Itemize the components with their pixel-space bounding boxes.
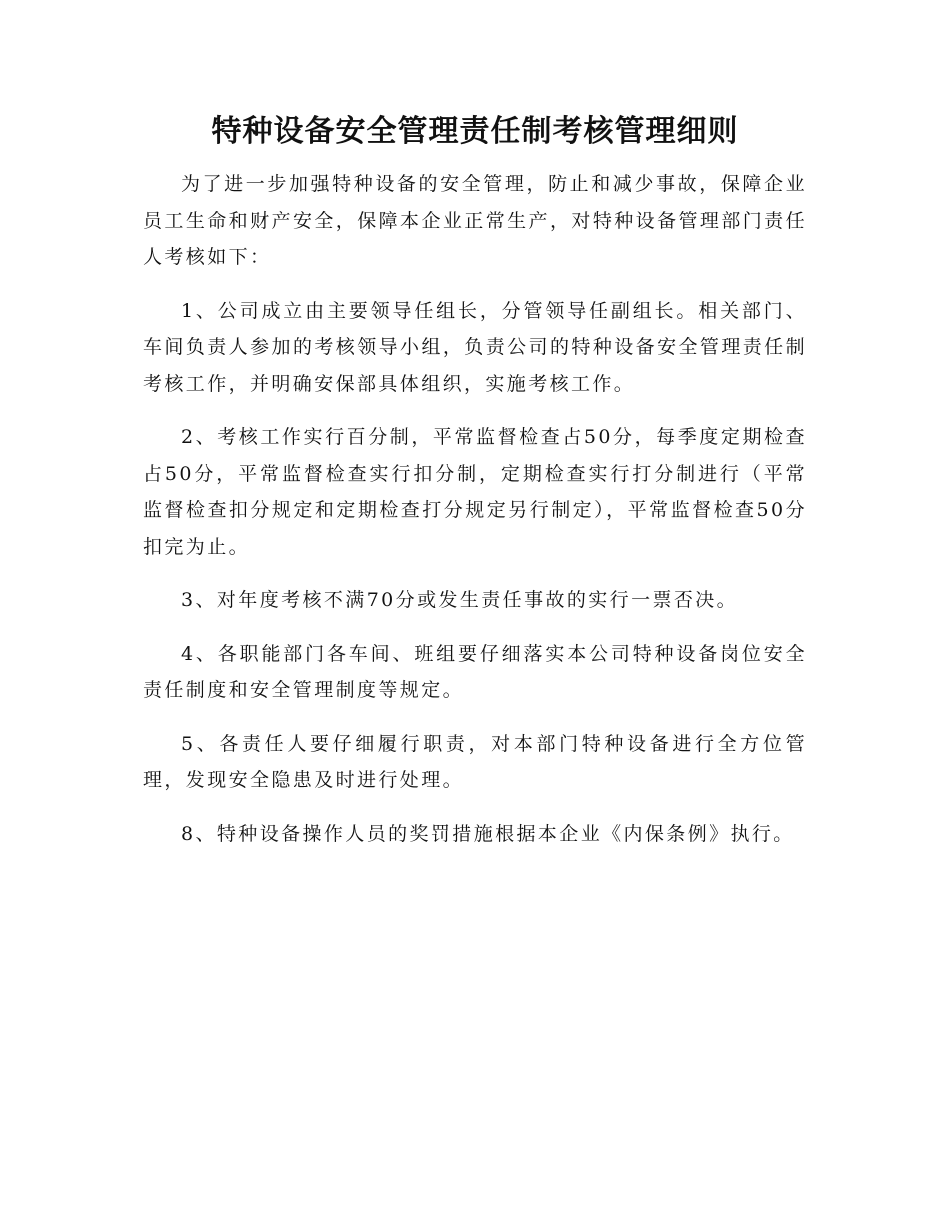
clause-5-paragraph: 5、各责任人要仔细履行职责，对本部门特种设备进行全方位管理，发现安全隐患及时进行处理。 — [143, 732, 807, 791]
clause-4-paragraph: 4、各职能部门各车间、班组要仔细落实本公司特种设备岗位安全责任制度和安全管理制度等规定。 — [143, 642, 807, 701]
clause-8-paragraph: 8、特种设备操作人员的奖罚措施根据本企业《内保条例》执行。 — [181, 822, 795, 845]
clause-3-paragraph: 3、对年度考核不满70分或发生责任事故的实行一票否决。 — [181, 589, 739, 611]
document-body — [143, 166, 807, 869]
clause-1-paragraph: 1、公司成立由主要领导任组长，分管领导任副组长。相关部门、车间负责人参加的考核领导小组，负责公司的特种设备安全管理责任制考核工作，并明确安保部具体组织，实施考核工作。 — [143, 299, 807, 395]
clause-2-paragraph: 2、考核工作实行百分制，平常监督检查占50分，每季度定期检查占50分，平常监督检查实行扣分制，定期检查实行打分制进行（平常监督检查扣分规定和定期检查打分规定另行制定），平常监督检查50分扣完为止。 — [143, 426, 807, 558]
intro-paragraph: 为了进一步加强特种设备的安全管理，防止和减少事故，保障企业员工生命和财产安全，保障本企业正常生产，对特种设备管理部门责任人考核如下： — [143, 173, 807, 268]
document-title: 特种设备安全管理责任制考核管理细则 — [211, 114, 739, 149]
